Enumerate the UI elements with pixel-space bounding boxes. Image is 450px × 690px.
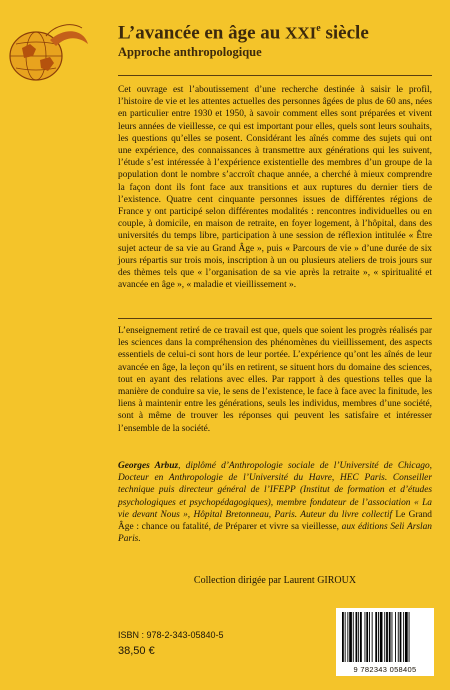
barcode-bar: [378, 612, 379, 662]
barcode-bar: [347, 612, 348, 662]
barcode-bar: [365, 612, 366, 662]
barcode: [336, 608, 434, 676]
barcode-bar: [409, 612, 410, 662]
barcode-bar: [372, 612, 373, 662]
barcode-bar: [389, 612, 391, 662]
title-century-sup: e: [316, 23, 321, 34]
title-century: XXI: [285, 23, 317, 43]
isbn: ISBN : 978-2-343-05840-5: [118, 630, 224, 640]
barcode-bar: [366, 612, 368, 662]
title-suffix: siècle: [320, 22, 369, 44]
top-divider: [118, 75, 432, 76]
paragraph-2: L’enseignement retiré de ce travail est que, quels que soient les progrès réalisés par les sciences dans la compréhension des phénomènes du vieillissement, des aspects essentiels de celui-ci sont hors de leur portée. L’expérience qu’ont les aînés de leur avancée en âge, la leçon qu’ils en retirent, se situent hors du domaine des sciences, tout en ayant des relations avec elles. Par rapport à des questions telles que la manière de conduire sa vie, le sens de l’existence, le face à face avec la finitude, les liens à maintenir entre les générations, seuls les individus, membres d’une société, sont à même de trouver les réponses qui peuvent les satisfaire et intéresser l’ensemble de la société.: [118, 326, 432, 434]
barcode-bar: [360, 612, 362, 662]
barcode-bar: [353, 612, 354, 662]
barcode-bar: [349, 612, 352, 662]
barcode-bar: [369, 612, 370, 662]
author-name: Georges Arbuz: [118, 461, 179, 471]
collection-credit: Collection dirigée par Laurent GIROUX: [193, 575, 357, 586]
barcode-bar: [386, 612, 388, 662]
bio-part1: , diplômé d’Anthropologie sociale de l’Université de Chicago, Docteur en Anthropologie de l’Université du Havre, HEC Paris. Conseiller technique puis directeur général de l’IFEPP (Institut de formation et d’études psychologiques et psychopédagogiques), membre fondateur de l’association « La vie devant Nous », Hôpital Bretonneau, Paris. Auteur du livre collectif: [118, 461, 432, 520]
barcode-bar: [356, 612, 358, 662]
book-title: [118, 18, 438, 44]
title-prefix: L’avancée en âge au: [118, 22, 286, 44]
barcode-bar: [384, 612, 385, 662]
bio-part2: , aux éditions Seli Arslan Paris.: [118, 522, 432, 545]
barcode-bar: [400, 612, 402, 662]
bio-book2: Préparer et vivre sa vieillesse: [225, 522, 337, 533]
barcode-number: 9 782343 058405: [353, 665, 417, 674]
barcode-bar: [342, 612, 344, 662]
bio-mid: , de: [208, 522, 226, 533]
paragraph-1: Cet ouvrage est l’aboutissement d’une recherche destinée à saisir le profil, l’histoire de vie et les attentes actuelles des personnes âgées de plus de 60 ans, nées en particulier entre 1930 et 1950, à savoir comment elles sont préparées et vivent leurs années de vieillesse, ce qui est important pour elles, quels sont leurs souhaits, les questions qu’elles se posent. Considérant les aînés comme des sujets qui ont une expérience, des connaissances à transmettre aux générations qui les suivent, l’étude s’est intéressée à l’expérience existentielle des membres d’un groupe de la population dont le nombre s’accroît chaque année, a cherché à mieux comprendre la façon dont ils font face aux transitions et aux ruptures du dernier tiers de l’existence. Quatre cent cinquante personnes issues de différentes régions de France y ont participé selon différentes modalités : rencontres individuelles ou en couple, à domicile, en maison de retraite, en foyer logement, à l’hôpital, dans des universités du temps libre, participation à une session de réflexion intitulée « Être sujet acteur de sa vie au Grand Âge », puis « Parcours de vie » d’une durée de six jours répartis sur trois mois, inscription à un ou plusieurs ateliers de trois jours sur des thèmes tels que « l’organisation de sa vie après la retraite », « spiritualité et avancée en âge », « maladie et vieillissement ».: [118, 85, 432, 291]
barcode-bar: [398, 612, 399, 662]
price: 38,50 €: [118, 645, 155, 657]
barcode-bar: [375, 612, 377, 662]
bio-book1: Le Grand Âge : chance ou fatalité: [118, 509, 432, 533]
middle-divider: [118, 318, 432, 319]
author-bio: [118, 460, 432, 545]
barcode-bars: [340, 612, 430, 662]
barcode-bar: [345, 612, 346, 662]
publisher-logo: [6, 22, 90, 84]
barcode-bar: [395, 612, 396, 662]
barcode-bar: [358, 612, 359, 662]
barcode-bar: [392, 612, 393, 662]
book-subtitle: Approche anthropologique: [118, 45, 262, 59]
globe-logo-icon: [6, 22, 90, 84]
barcode-bar: [380, 612, 383, 662]
barcode-bar: [405, 612, 408, 662]
barcode-bar: [403, 612, 404, 662]
